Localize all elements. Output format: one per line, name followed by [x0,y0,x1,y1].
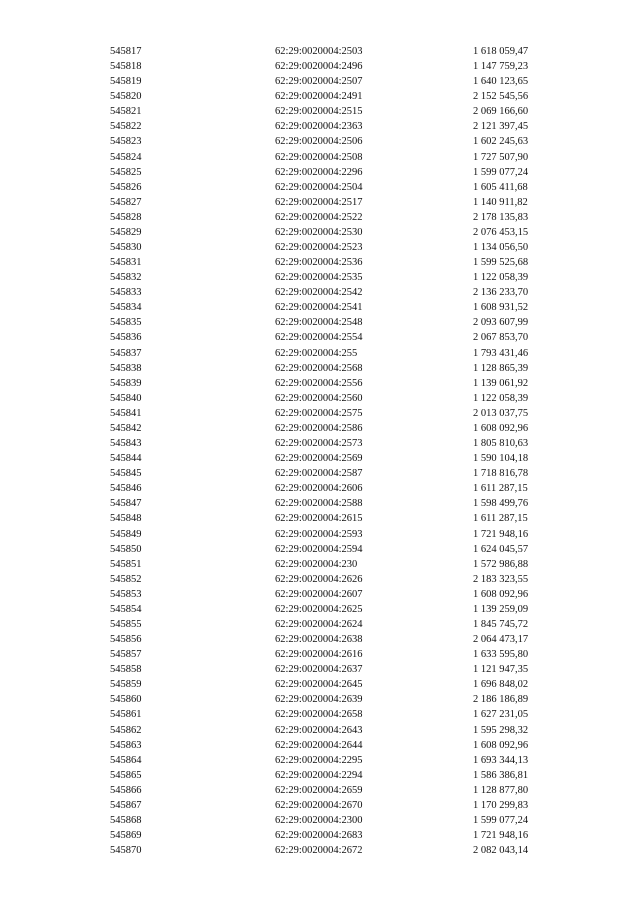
cadastral-value: 1 624 045,57 [473,543,529,555]
cadastral-number: 62:29:0020004:2496 [275,61,363,73]
table-row [0,692,640,707]
cadastral-value: 2 067 853,70 [473,332,529,344]
table-row [0,270,640,285]
cadastral-number: 62:29:0020004:2363 [275,121,363,133]
table-row [0,738,640,753]
row-number: 545856 [110,634,142,646]
row-number: 545863 [110,739,142,751]
row-number: 545842 [110,422,142,434]
cadastral-number: 62:29:0020004:2515 [275,106,363,118]
table-row [0,783,640,798]
row-number: 545839 [110,377,142,389]
table-row [0,165,640,180]
table-row [0,300,640,315]
cadastral-number: 62:29:0020004:2541 [275,302,363,314]
cadastral-number: 62:29:0020004:2607 [275,588,363,600]
cadastral-number: 62:29:0020004:2638 [275,634,363,646]
table-row [0,632,640,647]
cadastral-number: 62:29:0020004:2523 [275,242,363,254]
row-number: 545841 [110,407,142,419]
row-number: 545868 [110,814,142,826]
row-number: 545845 [110,468,142,480]
row-number: 545869 [110,830,142,842]
cadastral-value: 1 608 092,96 [473,739,529,751]
row-number: 545833 [110,287,142,299]
table-row [0,376,640,391]
table-row [0,602,640,617]
table-row [0,89,640,104]
table-row [0,391,640,406]
cadastral-value: 1 170 299,83 [473,799,529,811]
row-number: 545817 [110,46,142,57]
table-row [0,451,640,466]
table-row [0,813,640,828]
table-row [0,406,640,421]
cadastral-value: 2 013 037,75 [473,407,529,419]
table-row [0,617,640,632]
row-number: 545835 [110,317,142,329]
table-row [0,285,640,300]
row-number: 545854 [110,603,142,615]
row-number: 545865 [110,769,142,781]
cadastral-value: 1 128 877,80 [473,784,529,796]
row-number: 545852 [110,573,142,585]
row-number: 545819 [110,76,142,88]
cadastral-value: 1 633 595,80 [473,649,529,661]
row-number: 545857 [110,649,142,661]
cadastral-number: 62:29:0020004:2594 [275,543,363,555]
row-number: 545862 [110,724,142,736]
cadastral-number: 62:29:0020004:2503 [275,46,363,57]
cadastral-value: 2 183 323,55 [473,573,529,585]
table-row [0,662,640,677]
cadastral-value: 1 727 507,90 [473,151,529,163]
cadastral-value: 1 122 058,39 [473,272,529,284]
row-number: 545855 [110,618,142,630]
table-row [0,753,640,768]
table-row [0,768,640,783]
row-number: 545859 [110,679,142,691]
cadastral-number: 62:29:0020004:2548 [275,317,363,329]
table-row [0,346,640,361]
cadastral-value: 1 693 344,13 [473,754,529,766]
cadastral-number: 62:29:0020004:2575 [275,407,363,419]
row-number: 545823 [110,136,142,148]
row-number: 545826 [110,181,142,193]
row-number: 545820 [110,91,142,103]
table-row [0,527,640,542]
cadastral-number: 62:29:0020004:2593 [275,528,363,540]
row-number: 545853 [110,588,142,600]
cadastral-number: 62:29:0020004:2616 [275,649,363,661]
cadastral-number: 62:29:0020004:2624 [275,618,363,630]
row-number: 545840 [110,392,142,404]
row-number: 545836 [110,332,142,344]
table-row [0,225,640,240]
cadastral-number: 62:29:0020004:2536 [275,257,363,269]
cadastral-value: 1 608 931,52 [473,302,529,314]
cadastral-number: 62:29:0020004:2554 [275,332,363,344]
cadastral-value: 1 793 431,46 [473,347,529,359]
cadastral-number: 62:29:0020004:2294 [275,769,363,781]
cadastral-value: 2 082 043,14 [473,845,529,857]
table-row [0,798,640,813]
cadastral-value: 2 186 186,89 [473,694,529,706]
cadastral-value: 1 608 092,96 [473,422,529,434]
cadastral-value: 1 595 298,32 [473,724,529,736]
row-number: 545843 [110,438,142,450]
row-number: 545858 [110,664,142,676]
row-number: 545847 [110,498,142,510]
row-number: 545828 [110,211,142,223]
row-number: 545849 [110,528,142,540]
table-row [0,315,640,330]
row-number: 545844 [110,453,142,465]
cadastral-value: 1 599 525,68 [473,257,529,269]
cadastral-number: 62:29:0020004:2296 [275,166,363,178]
cadastral-number: 62:29:0020004:2542 [275,287,363,299]
cadastral-value: 1 586 386,81 [473,769,529,781]
table-row [0,828,640,843]
cadastral-number: 62:29:0020004:2556 [275,377,363,389]
cadastral-value: 1 572 986,88 [473,558,529,570]
table-row [0,210,640,225]
row-number: 545850 [110,543,142,555]
cadastral-number: 62:29:0020004:2683 [275,830,363,842]
cadastral-value: 1 611 287,15 [473,483,528,495]
row-number: 545821 [110,106,142,118]
table-row [0,647,640,662]
table-row [0,542,640,557]
table-row [0,104,640,119]
table-row [0,119,640,134]
table-row [0,557,640,572]
cadastral-number: 62:29:0020004:2625 [275,603,363,615]
cadastral-value: 1 721 948,16 [473,528,529,540]
cadastral-number: 62:29:0020004:2637 [275,664,363,676]
table-row [0,511,640,526]
cadastral-value: 1 845 745,72 [473,618,529,630]
table-row [0,330,640,345]
table-row [0,707,640,722]
row-number: 545818 [110,61,142,73]
cadastral-number: 62:29:0020004:2504 [275,181,363,193]
cadastral-value: 1 640 123,65 [473,76,529,88]
cadastral-value: 2 136 233,70 [473,287,529,299]
cadastral-value: 2 093 607,99 [473,317,529,329]
row-number: 545832 [110,272,142,284]
row-number: 545860 [110,694,142,706]
data-table [0,44,640,858]
table-row [0,436,640,451]
cadastral-number: 62:29:0020004:2658 [275,709,363,721]
cadastral-number: 62:29:0020004:2569 [275,453,363,465]
table-row [0,843,640,858]
cadastral-value: 1 599 077,24 [473,814,529,826]
cadastral-number: 62:29:0020004:2659 [275,784,363,796]
cadastral-value: 1 696 848,02 [473,679,529,691]
cadastral-number: 62:29:0020004:2535 [275,272,363,284]
cadastral-number: 62:29:0020004:2568 [275,362,363,374]
table-row [0,180,640,195]
cadastral-value: 1 134 056,50 [473,242,529,254]
cadastral-value: 1 139 061,92 [473,377,529,389]
cadastral-number: 62:29:0020004:2587 [275,468,363,480]
cadastral-number: 62:29:0020004:2645 [275,679,363,691]
row-number: 545866 [110,784,142,796]
cadastral-number: 62:29:0020004:2506 [275,136,363,148]
cadastral-number: 62:29:0020004:2522 [275,211,363,223]
row-number: 545824 [110,151,142,163]
row-number: 545848 [110,513,142,525]
cadastral-number: 62:29:0020004:2517 [275,196,363,208]
row-number: 545864 [110,754,142,766]
cadastral-number: 62:29:0020004:2639 [275,694,363,706]
cadastral-number: 62:29:0020004:2588 [275,498,363,510]
cadastral-number: 62:29:0020004:2643 [275,724,363,736]
row-number: 545825 [110,166,142,178]
cadastral-number: 62:29:0020004:2300 [275,814,363,826]
cadastral-value: 1 602 245,63 [473,136,529,148]
cadastral-number: 62:29:0020004:2491 [275,91,363,103]
cadastral-number: 62:29:0020004:2508 [275,151,363,163]
cadastral-value: 1 128 865,39 [473,362,529,374]
cadastral-value: 1 599 077,24 [473,166,529,178]
row-number: 545851 [110,558,142,570]
cadastral-number: 62:29:0020004:2586 [275,422,363,434]
cadastral-value: 2 121 397,45 [473,121,529,133]
cadastral-number: 62:29:0020004:2615 [275,513,363,525]
cadastral-number: 62:29:0020004:2573 [275,438,363,450]
table-row [0,723,640,738]
cadastral-value: 1 805 810,63 [473,438,529,450]
cadastral-number: 62:29:0020004:2672 [275,845,363,857]
cadastral-value: 1 598 499,76 [473,498,529,510]
table-row [0,481,640,496]
cadastral-number: 62:29:0020004:2606 [275,483,363,495]
row-number: 545829 [110,226,142,238]
row-number: 545830 [110,242,142,254]
table-row [0,59,640,74]
row-number: 545822 [110,121,142,133]
table-row [0,150,640,165]
cadastral-number: 62:29:0020004:255 [275,347,358,359]
table-row [0,361,640,376]
table-row [0,496,640,511]
cadastral-value: 1 611 287,15 [473,513,528,525]
table-row [0,421,640,436]
cadastral-value: 2 069 166,60 [473,106,529,118]
cadastral-value: 2 152 545,56 [473,91,529,103]
cadastral-value: 1 590 104,18 [473,453,529,465]
table-row [0,572,640,587]
table-row [0,195,640,210]
row-number: 545867 [110,799,142,811]
table-row [0,255,640,270]
table-row [0,74,640,89]
cadastral-value: 1 718 816,78 [473,468,529,480]
cadastral-number: 62:29:0020004:2530 [275,226,363,238]
row-number: 545861 [110,709,142,721]
cadastral-value: 1 605 411,68 [473,181,528,193]
table-row [0,134,640,149]
row-number: 545870 [110,845,142,857]
cadastral-value: 1 618 059,47 [473,46,529,57]
cadastral-number: 62:29:0020004:230 [275,558,358,570]
row-number: 545831 [110,257,142,269]
cadastral-number: 62:29:0020004:2626 [275,573,363,585]
cadastral-number: 62:29:0020004:2507 [275,76,363,88]
cadastral-value: 1 627 231,05 [473,709,529,721]
row-number: 545838 [110,362,142,374]
cadastral-value: 1 608 092,96 [473,588,529,600]
cadastral-value: 2 064 473,17 [473,634,529,646]
cadastral-value: 1 122 058,39 [473,392,529,404]
cadastral-number: 62:29:0020004:2670 [275,799,363,811]
table-row [0,677,640,692]
row-number: 545846 [110,483,142,495]
table-row [0,587,640,602]
cadastral-number: 62:29:0020004:2560 [275,392,363,404]
cadastral-value: 2 076 453,15 [473,226,529,238]
table-row [0,44,640,59]
row-number: 545837 [110,347,142,359]
cadastral-value: 2 178 135,83 [473,211,529,223]
cadastral-number: 62:29:0020004:2295 [275,754,363,766]
cadastral-value: 1 140 911,82 [473,196,528,208]
row-number: 545827 [110,196,142,208]
cadastral-value: 1 721 948,16 [473,830,529,842]
cadastral-value: 1 121 947,35 [473,664,529,676]
table-row [0,466,640,481]
cadastral-value: 1 139 259,09 [473,603,529,615]
cadastral-value: 1 147 759,23 [473,61,529,73]
table-row [0,240,640,255]
cadastral-number: 62:29:0020004:2644 [275,739,363,751]
row-number: 545834 [110,302,142,314]
